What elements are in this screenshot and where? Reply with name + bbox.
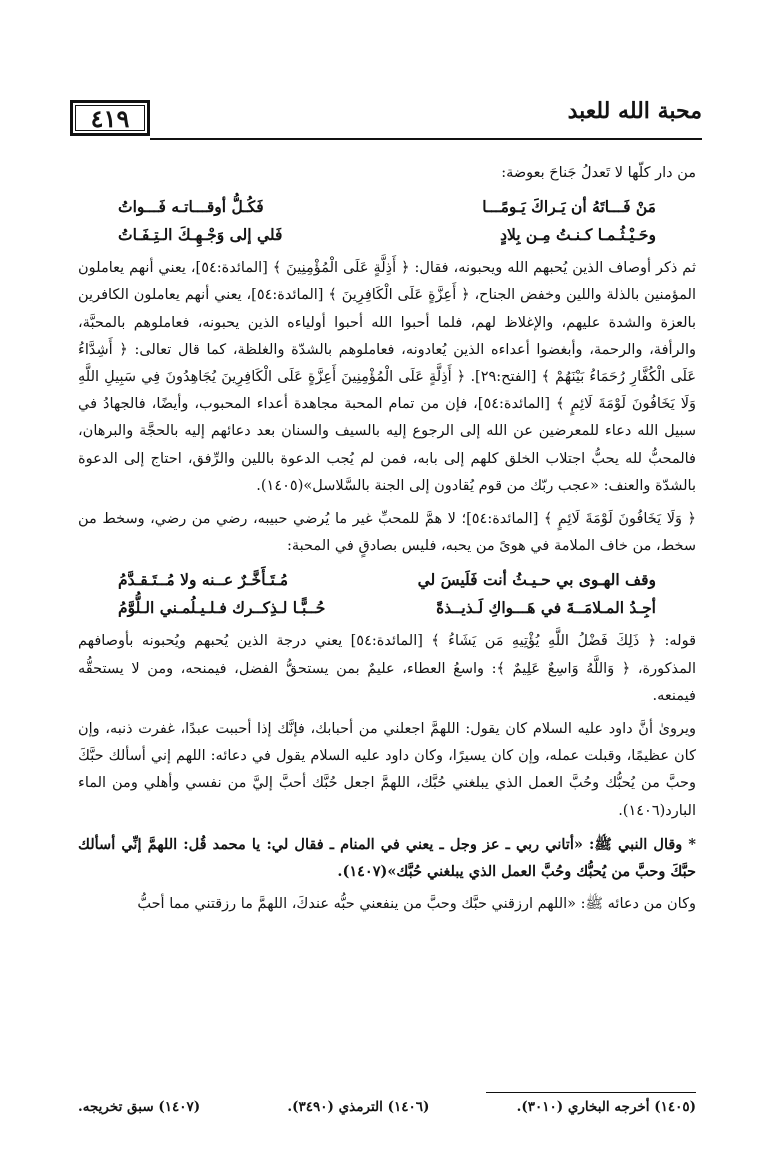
paragraph-blame: ﴿ وَلَا يَخَافُونَ لَوْمَةَ لَائِمٍ ﴾ [المائدة:٥٤]؛ لا همَّ للمحبِّ غير ما يُرضي حبيبه، رضي من رضي، وسخط من سخط، من خاف الملامة في هوىً من يحبه، فليس بصادقٍ في المحبة: [78,511,697,555]
main-text [78,160,696,924]
paragraph-intro: من دار كلّها لا تَعدلُ جَناحَ بعوضة: [501,165,696,181]
poem-line-2 [78,221,696,249]
page-header [70,96,702,142]
page-number-box [70,100,150,136]
footnote-1406: (١٤٠٦) الترمذي (٣٤٩٠). [287,1099,430,1115]
poem-line-3 [78,566,696,594]
page-number: ٤١٩ [90,103,130,133]
poem-line-1 [78,193,696,221]
verse-hemistich: وحَـيْـثُـمـا كـنـتُ مِـن بِلادٍ [500,225,656,245]
paragraph-dua: وكان من دعائه ﷺ: «اللهم ارزقني حبَّك وحبَّ من ينفعني حبُّه عندكَ، اللهمَّ ما رزقتني مما أحبُّ [137,896,696,913]
verse-hemistich: فَلي إلى وَجْـهِـكَ الـتِـفَـاتُ [118,225,283,245]
poem-line-4 [78,594,696,622]
header-rule [150,138,702,140]
paragraph-hadith: * وقال النبي ﷺ: «أتاني ربي ـ عز وجل ـ يعني في المنام ـ فقال لي: يا محمد قُل: اللهمَّ إنِّي أسألك حبَّكَ وحبَّ من يُحبُّك وحُبَّ العمل الذي يبلغني حُبَّك»(١٤٠٧). [78,835,696,881]
footnotes [78,1099,696,1115]
paragraph-dawud: ويروىٰ أنَّ داود عليه السلام كان يقول: اللهمَّ اجعلني من أحبابك، فإنَّك إذا أحببت عبدًا، غفرت ذنبه، وإن كان عظيمًا، وقبلت عمله، وإن كان يسيرًا، وكان داود عليه السلام يقول في دعائه: اللهم إني أسألك حبَّكَ وحبَّ من يُحبُّك وحُبَّ العمل الذي يبلغني حُبَّك، اللهمَّ اجعل حُبَّك أحبَّ إليَّ من نفسي وأهلي ومن الماء البارد(١٤٠٦). [78,721,696,819]
running-title: محبة الله للعبد [567,98,702,124]
verse-hemistich: أجِـدُ المـلامَــةَ في هَـــواكِ لَـذيــذةً [436,598,656,618]
paragraph-descriptions: ثم ذكر أوصاف الذين يُحبهم الله ويحبونه، فقال: ﴿ أَذِلَّةٍ عَلَى الْمُؤْمِنِينَ ﴾ [المائدة:٥٤]، يعني أنهم يعاملون المؤمنين بالذلة واللين وخفض الجناح، ﴿ أَعِزَّةٍ عَلَى الْكَافِرِينَ ﴾ [المائدة:٥٤]، يعني أنهم يعاملون الكافرين بالعزة والشدة عليهم، والإغلاظ لهم، فلما أحبوا الله أحبوا أولياءه الذين يحبونه، فعاملوهم بالمحبَّة، والرأفة، والرحمة، وأبغضوا أعداءه الذين يُعادونه، فعاملوهم بالشدّة والغلظة، كما قال تعالى: ﴿ أَشِدَّاءُ عَلَى الْكُفَّارِ رُحَمَاءُ بَيْنَهُمْ ﴾ [الفتح:٢٩]. ﴿ أَذِلَّةٍ عَلَى الْمُؤْمِنِينَ أَعِزَّةٍ عَلَى الْكَافِرِينَ يُجَاهِدُونَ فِي سَبِيلِ اللَّهِ وَلَا يَخَافُونَ لَوْمَةَ لَائِمٍ ﴾ [المائدة:٥٤]، فإن من تمام المحبة مجاهدة أعداء المحبوب، وأيضًا، فالجهادُ في سبيل الله دعاء للمعرضين عن الله إلى الرجوع إليه بالسيف والسنان بعد دعائهم إليه بالحجَّة والبرهان، فالمحبُّ لله يحبُّ اجتلاب الخلق كلهم إلى بابه، فمن لم يُجب الدعوة باللين والرِّفق، احتاج إلى الدعوة بالشدّة والعنف: «عجب ربّك من قوم يُقادون إلى الجنة بالسَّلاسل»(١٤٠٥). [78,260,696,494]
verse-hemistich: وقف الهـوى بي حـيـثُ أنت فَلَيسَ لي [417,570,656,590]
verse-hemistich: مَنْ فَـــاتَهُ أن يَـراكَ يَـومًـــا [482,197,656,217]
footnote-1407: (١٤٠٧) سبق تخريجه. [78,1099,201,1115]
verse-hemistich: حُــبًّـا لـذِكــرك فـلـيـلُمـني الـلُّوَّمُ [118,598,326,618]
verse-hemistich: فَكُـلُّ أوقـــاتـه فَـــواتُ [118,197,264,217]
footnote-1405: (١٤٠٥) أخرجه البخاري (٣٠١٠). [516,1099,696,1115]
paragraph-bounty: قوله: ﴿ ذَلِكَ فَضْلُ اللَّهِ يُؤْتِيهِ مَن يَشَاءُ ﴾ [المائدة:٥٤] يعني درجة الذين يُحبهم ويُحبونه بأوصافهم المذكورة، ﴿ وَاللَّهُ وَاسِعٌ عَلِيمٌ ﴾: واسعُ العطاء، عليمٌ بمن يستحقُّ الفضل، فيمنحه، ومن لا يستحقُّه فيمنعه. [78,633,696,704]
footnote-divider [486,1092,696,1093]
verse-hemistich: مُـتَـأَخَّـرٌ عــنه ولا مُــتَـقـدَّمُ [118,570,289,590]
